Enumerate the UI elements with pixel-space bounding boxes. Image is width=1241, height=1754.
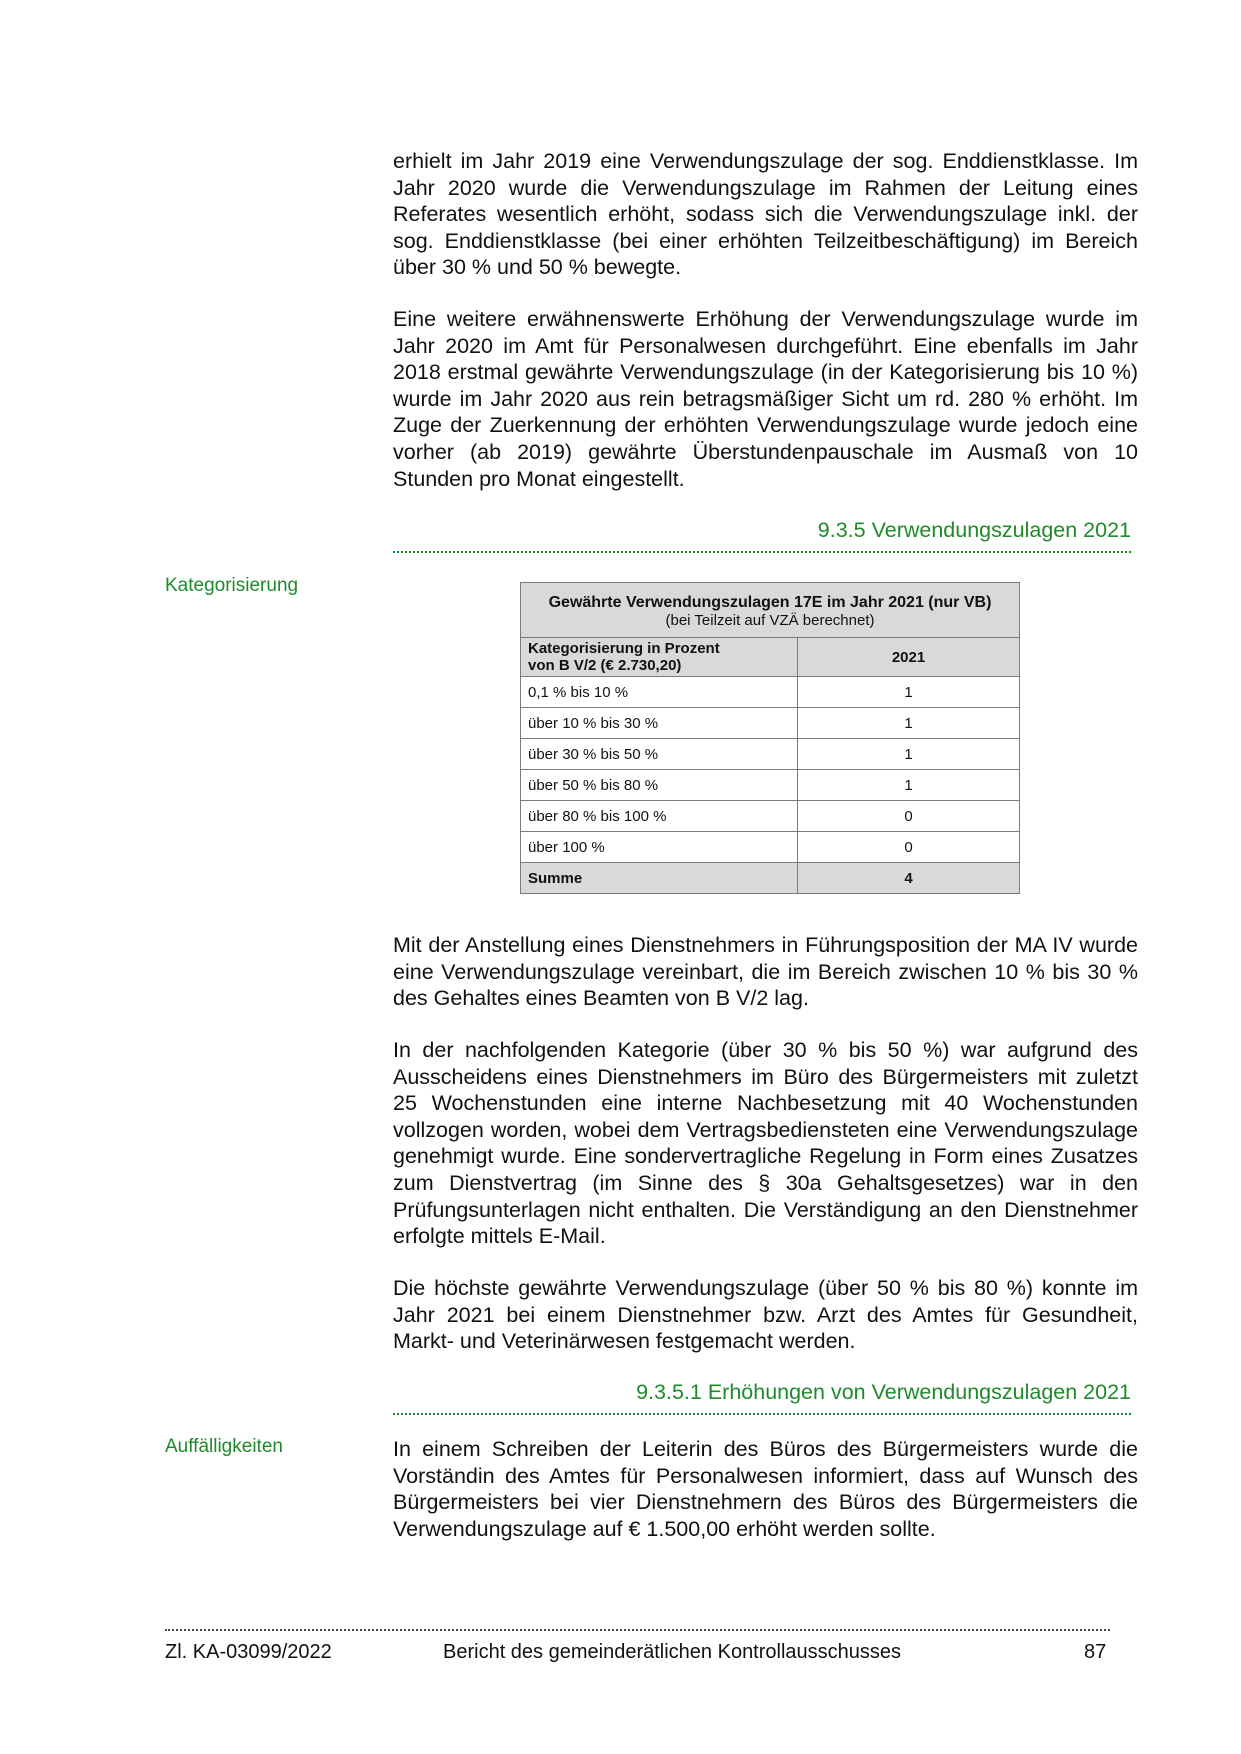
body-paragraph-2: In der nachfolgenden Kategorie (über 30 % bis 50 %) war aufgrund des Ausscheidens eines Dienstnehmers im Büro des Bürgermeisters mit zuletzt 25 Wochenstunden eine interne Nachbesetzung mit 40 Wochenstunden vollzogen worden, wobei dem Vertragsbediensteten eine Verwendungszulage genehmigt wurde. Eine sondervertragliche Regelung in Form eines Zusatzes zum Dienstvertrag (im Sinne des § 30a Gehaltsgesetzes) war in den Prüfungsunterlagen nicht enthalten. Die Verständigung an den Dienstnehmer erfolgte mittels E-Mail. (393, 1038, 1138, 1249)
sum-label: Summe (521, 863, 798, 894)
row-category: über 30 % bis 50 % (521, 739, 798, 770)
row-value: 0 (798, 832, 1020, 863)
table-sum-row (521, 863, 1020, 894)
footer-divider (165, 1629, 1110, 1631)
row-value: 0 (798, 801, 1020, 832)
row-category: über 100 % (521, 832, 798, 863)
row-category: über 10 % bis 30 % (521, 708, 798, 739)
column-header-category (521, 638, 798, 677)
row-value: 1 (798, 770, 1020, 801)
table-header-row (521, 638, 1020, 677)
intro-paragraph-2: Eine weitere erwähnenswerte Erhöhung der Verwendungszulage wurde im Jahr 2020 im Amt für Personalwesen durchgeführt. Eine ebenfalls im Jahr 2018 erstmal gewährte Verwendungszulage (in der Kategorisierung bis 10 %) wurde im Jahr 2020 aus rein betragsmäßiger Sicht um rd. 280 % erhöht. Im Zuge der Zuerkennung der erhöhten Verwendungszulage wurde jedoch eine vorher (ab 2019) gewährte Überstundenpauschale im Ausmaß von 10 Stunden pro Monat eingestellt. (393, 307, 1138, 491)
table-row (521, 832, 1020, 863)
table-row (521, 677, 1020, 708)
column-header-category-line2: von B V/2 (€ 2.730,20) (528, 657, 682, 674)
column-header-year: 2021 (798, 638, 1020, 677)
intro-paragraph-1: erhielt im Jahr 2019 eine Verwendungszulage der sog. Enddienstklasse. Im Jahr 2020 wurde die Verwendungszulage im Rahmen der Leitung eines Referates wesentlich erhöht, sodass sich die Verwendungszulage inkl. der sog. Enddienstklasse (bei einer erhöhten Teilzeitbeschäftigung) im Bereich über 30 % und 50 % bewegte. (393, 149, 1138, 280)
table-title: Gewährte Verwendungszulagen 17E im Jahr 2021 (nur VB) (548, 593, 992, 611)
page-number: 87 (1084, 1641, 1107, 1663)
table-row (521, 739, 1020, 770)
final-paragraph: In einem Schreiben der Leiterin des Büros des Bürgermeisters wurde die Vorständin des Amtes für Personalwesen informiert, dass auf Wunsch des Bürgermeisters bei vier Dienstnehmern des Büros des Bürgermeisters die Verwendungszulage auf € 1.500,00 erhöht werden sollte. (393, 1437, 1138, 1541)
row-value: 1 (798, 739, 1020, 770)
margin-label-kategorisierung: Kategorisierung (165, 575, 299, 596)
row-category: über 50 % bis 80 % (521, 770, 798, 801)
margin-label-auffaelligkeiten: Auffälligkeiten (165, 1436, 283, 1457)
table-row (521, 708, 1020, 739)
table-title-cell (521, 583, 1020, 638)
sum-value: 4 (798, 863, 1020, 894)
table-subtitle: (bei Teilzeit auf VZÄ berechnet) (665, 611, 875, 629)
footer-reference: Zl. KA-03099/2022 (165, 1641, 332, 1663)
footer-title: Bericht des gemeinderätlichen Kontrollausschusses (443, 1641, 902, 1663)
table-row (521, 770, 1020, 801)
row-value: 1 (798, 677, 1020, 708)
body-paragraph-3: Die höchste gewährte Verwendungszulage (über 50 % bis 80 %) konnte im Jahr 2021 bei einem Dienstnehmer bzw. Arzt des Amtes für Gesundheit, Markt- und Veterinärwesen festgemacht werden. (393, 1276, 1138, 1354)
section-heading: 9.3.5 Verwendungszulagen 2021 (393, 518, 1131, 553)
table-row (521, 801, 1020, 832)
verwendungszulagen-table (520, 582, 1020, 894)
row-value: 1 (798, 708, 1020, 739)
column-header-category-line1: Kategorisierung in Prozent (528, 640, 720, 657)
body-paragraph-1: Mit der Anstellung eines Dienstnehmers in Führungsposition der MA IV wurde eine Verwendungszulage vereinbart, die im Bereich zwischen 10 % bis 30 % des Gehaltes eines Beamten von B V/2 lag. (393, 933, 1138, 1011)
table-title-row (521, 583, 1020, 638)
row-category: 0,1 % bis 10 % (521, 677, 798, 708)
subsection-heading: 9.3.5.1 Erhöhungen von Verwendungszulagen 2021 (393, 1380, 1131, 1415)
row-category: über 80 % bis 100 % (521, 801, 798, 832)
